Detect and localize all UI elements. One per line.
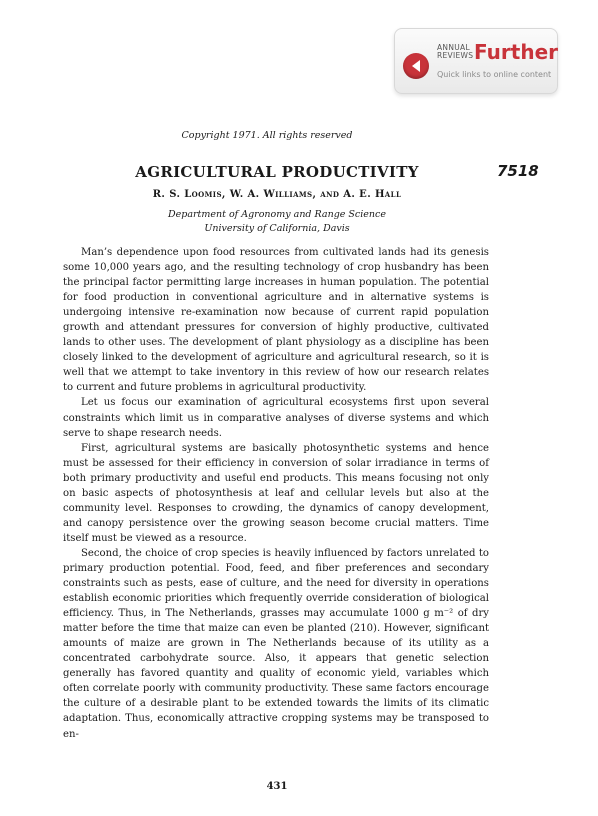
affiliation-university: University of California, Davis <box>204 223 350 234</box>
badge-reviews: REVIEWS <box>437 51 474 60</box>
play-left-icon <box>403 53 429 79</box>
paragraph: Second, the choice of crop species is heavily influenced by factors unrelated to primary production potential. Food, feed, and fiber preferences and secondary constraints such as pests, ease of culture, and the need for diversity in operations establish economic priorities which frequently override consideration of biological efficiency. Thus, in The Netherlands, grasses may accumulate 1000 g m⁻² of dry matter before the time that maize can even be planted (210). However, significant amounts of maize are grown in The Netherlands because of its utility as a concentrated carbohydrate source. Also, it appears that genetic selection generally has favored quantity and quality of economic yield, variables which often correlate poorly with community productivity. These same factors encourage the culture of a desirable plant to be extended towards the limits of its climatic adaptation. Thus, economically attractive cropping systems may be transposed to en- <box>63 547 489 740</box>
authors: R. S. Loomis, W. A. Williams, and A. E. Hall <box>152 189 402 200</box>
further-badge[interactable] <box>394 28 558 94</box>
article-number: 7518 <box>497 162 539 180</box>
badge-tagline: Quick links to online content <box>437 70 552 79</box>
page-number: 431 <box>266 781 288 792</box>
paragraph: First, agricultural systems are basically photosynthetic systems and hence must be assessed for their efficiency in conversion of solar irradiance in terms of both primary productivity and useful end products. This means focusing not only on basic aspects of photosynthesis at leaf and cellular levels but also at the community level. Responses to crowding, the dynamics of canopy development, and canopy persistence over the growing season become crucial matters. Time itself must be viewed as a resource. <box>63 442 489 544</box>
badge-further: Further <box>474 40 558 64</box>
badge-annual-reviews <box>437 44 473 60</box>
badge-annual: ANNUAL <box>437 43 470 52</box>
paragraph: Let us focus our examination of agricultural ecosystems first upon several constraints which limit us in comparative analyses of diverse systems and which serve to shape research needs. <box>63 397 489 439</box>
article-body <box>63 245 489 742</box>
affiliation-department: Department of Agronomy and Range Science <box>168 209 386 220</box>
paragraph: Man’s dependence upon food resources from cultivated lands had its genesis some 10,000 years ago, and the resulting technology of crop husbandry has been the principal factor permitting large increases in human population. The potential for food production in conventional agriculture and in alternative systems is undergoing intensive re-examination now because of current rapid population growth and attendant pressures for conversion of highly productive, cultivated lands to other uses. The development of plant physiology as a discipline has been closely linked to the development of agriculture and agricultural research, so it is well that we attempt to take inventory in this review of how our research relates to current and future problems in agricultural productivity. <box>63 247 489 394</box>
copyright-notice: Copyright 1971. All rights reserved <box>181 130 353 141</box>
article-title: AGRICULTURAL PRODUCTIVITY <box>135 163 419 181</box>
